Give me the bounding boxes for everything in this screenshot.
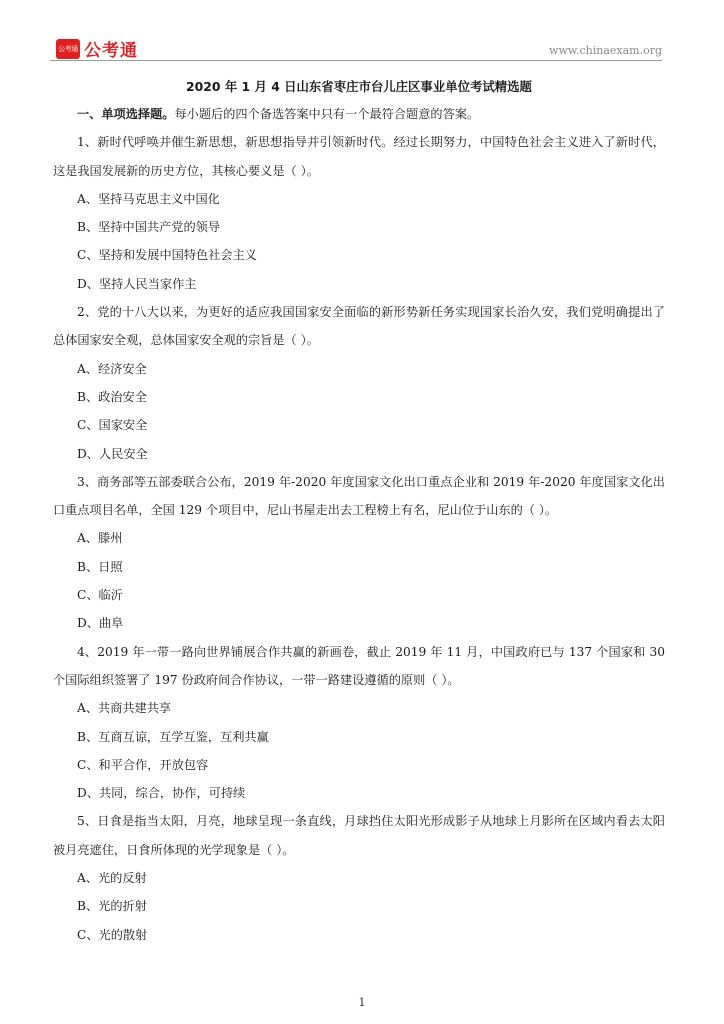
answer-option: B、坚持中国共产党的领导 xyxy=(77,220,221,235)
header-divider xyxy=(50,60,662,61)
answer-option: B、政治安全 xyxy=(77,389,147,404)
answer-option: D、共同，综合，协作，可持续 xyxy=(77,786,246,801)
answer-option: A、经济安全 xyxy=(77,361,147,376)
answer-option: C、光的散射 xyxy=(77,927,148,942)
page-header xyxy=(50,34,662,60)
answer-option: B、光的折射 xyxy=(77,899,147,914)
question-stem: 5、日食是指当太阳，月亮，地球呈现一条直线，月球挡住太阳光形成影子从地球上月影所在区域内看去太阳被月亮遮住，日食所体现的光学现象是（ ）。 xyxy=(53,814,665,857)
question-stem: 2、党的十八大以来，为更好的适应我国国家安全面临的新形势新任务实现国家长治久安，我们党明确提出了总体国家安全观，总体国家安全观的宗旨是（ ）。 xyxy=(53,305,665,348)
answer-option: A、滕州 xyxy=(77,531,123,546)
section-heading xyxy=(53,100,665,128)
section-description: 每小题后的四个备选答案中只有一个最符合题意的答案。 xyxy=(174,107,480,121)
answer-option: A、坚持马克思主义中国化 xyxy=(77,191,220,206)
answer-option: B、互商互谅，互学互鉴，互利共赢 xyxy=(77,729,269,744)
answer-option: C、坚持和发展中国特色社会主义 xyxy=(77,248,257,263)
answer-option: B、日照 xyxy=(77,559,123,574)
answer-option: A、共商共建共享 xyxy=(77,701,172,716)
answer-option: A、光的反射 xyxy=(77,871,147,886)
question-stem: 1、新时代呼唤并催生新思想，新思想指导并引领新时代。经过长期努力，中国特色社会主义进入了新时代，这是我国发展新的历史方位，其核心要义是（ ）。 xyxy=(53,135,665,178)
document-title: 2020 年 1 月 4 日山东省枣庄市台儿庄区事业单位考试精选题 xyxy=(186,79,532,94)
document-body xyxy=(53,78,665,949)
question-stem: 4、2019 年一带一路向世界铺展合作共赢的新画卷，截止 2019 年 11 月，中国政府已与 137 个国家和 30 个国际组织签署了 197 份政府间合作协议，一带一路建设遵循的原则（ ）。 xyxy=(53,644,665,687)
section-label: 一、单项选择题。 xyxy=(77,107,175,121)
site-url: www.chinaexam.org xyxy=(549,44,662,57)
answer-option: D、人民安全 xyxy=(77,446,148,461)
page-number: 1 xyxy=(358,996,366,1009)
answer-option: C、国家安全 xyxy=(77,418,148,433)
answer-option: C、和平合作，开放包容 xyxy=(77,757,209,772)
logo xyxy=(56,36,138,61)
logo-badge: 公考通 xyxy=(56,39,80,59)
answer-option: D、坚持人民当家作主 xyxy=(77,276,197,291)
question-list xyxy=(53,128,665,949)
logo-text: 公考通 xyxy=(84,41,138,61)
answer-option: D、曲阜 xyxy=(77,616,124,631)
question-stem: 3、商务部等五部委联合公布，2019 年-2020 年度国家文化出口重点企业和 2019 年-2020 年度国家文化出口重点项目名单，全国 129 个项目中，尼山书屋走出去工程榜上有名，尼山位于山东的（ ）。 xyxy=(53,474,665,518)
answer-option: C、临沂 xyxy=(77,588,123,603)
